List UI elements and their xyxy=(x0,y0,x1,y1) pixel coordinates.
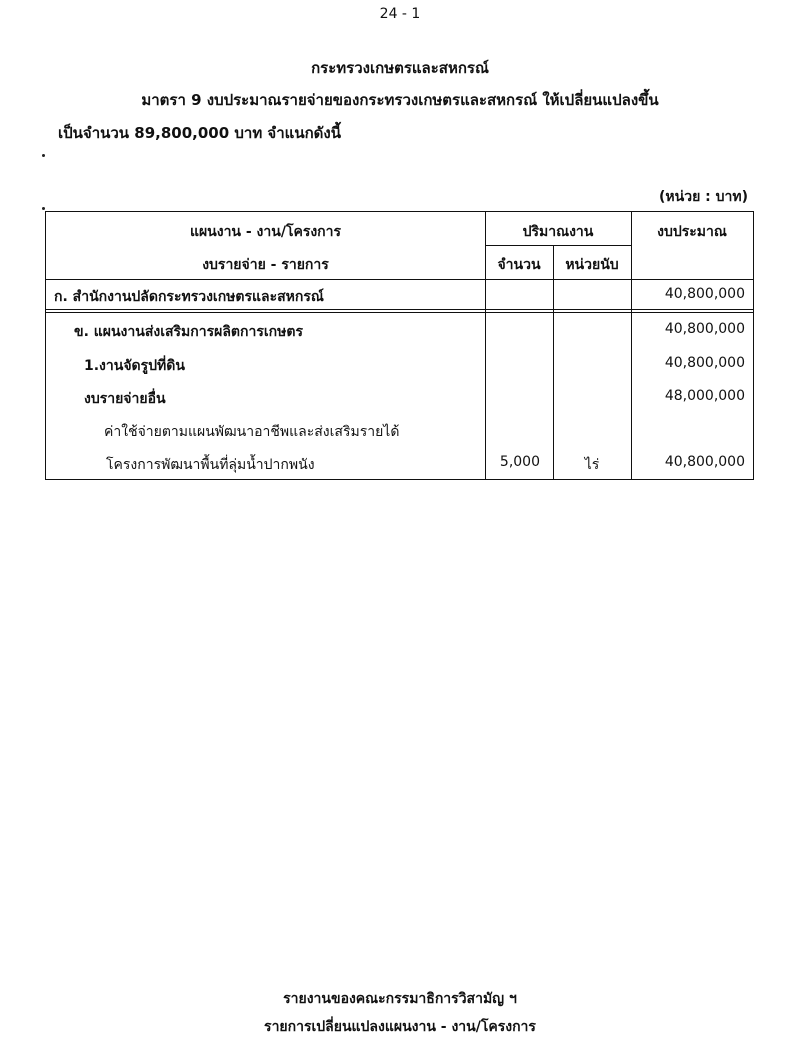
row-budget: 48,000,000 xyxy=(664,388,745,404)
column-divider xyxy=(631,212,632,479)
column-divider xyxy=(553,245,554,479)
ministry-title: กระทรวงเกษตรและสหกรณ์ xyxy=(311,59,489,77)
row-label: ก. สำนักงานปลัดกระทรวงเกษตรและสหกรณ์ xyxy=(54,289,324,305)
row-budget: 40,800,000 xyxy=(664,321,745,337)
row-label: ข. แผนงานส่งเสริมการผลิตการเกษตร xyxy=(74,324,303,340)
header-count: จำนวน xyxy=(497,257,541,273)
row-label: 1.งานจัดรูปที่ดิน xyxy=(84,358,185,374)
row-budget: 40,800,000 xyxy=(664,355,745,371)
row-divider xyxy=(46,309,753,310)
column-divider xyxy=(485,212,486,479)
section-title: มาตรา 9 งบประมาณรายจ่ายของกระทรวงเกษตรและสหกรณ์ ให้เปลี่ยนแปลงขึ้น xyxy=(141,91,659,109)
header-budget: งบประมาณ xyxy=(657,224,727,240)
header-plan: แผนงาน - งาน/โครงการ xyxy=(189,224,342,240)
unit-note: (หน่วย : บาท) xyxy=(659,189,748,205)
header-quantity: ปริมาณงาน xyxy=(522,224,594,240)
row-unit: ไร่ xyxy=(584,457,600,473)
row-budget: 40,800,000 xyxy=(664,454,745,470)
row-label: ค่าใช้จ่ายตามแผนพัฒนาอาชีพและส่งเสริมรายได้ xyxy=(104,424,400,440)
budget-table xyxy=(45,211,754,480)
page-number: 24 - 1 xyxy=(379,6,421,22)
row-divider xyxy=(46,312,753,313)
total-amount-line: เป็นจำนวน 89,800,000 บาท จำแนกดังนี้ xyxy=(58,124,341,142)
scan-speck xyxy=(42,207,45,210)
footer-report-title: รายงานของคณะกรรมาธิการวิสามัญ ฯ xyxy=(283,991,517,1007)
header-divider xyxy=(46,279,753,280)
header-subdivider xyxy=(485,245,631,246)
header-unit: หน่วยนับ xyxy=(565,257,619,273)
header-expense: งบรายจ่าย - รายการ xyxy=(202,257,329,273)
footer-report-subtitle: รายการเปลี่ยนแปลงแผนงาน - งาน/โครงการ xyxy=(264,1019,536,1035)
row-label: งบรายจ่ายอื่น xyxy=(84,391,166,407)
row-budget: 40,800,000 xyxy=(664,286,745,302)
row-label: โครงการพัฒนาพื้นที่ลุ่มน้ำปากพนัง xyxy=(106,457,315,473)
scan-speck xyxy=(42,154,45,157)
row-count: 5,000 xyxy=(499,454,540,470)
